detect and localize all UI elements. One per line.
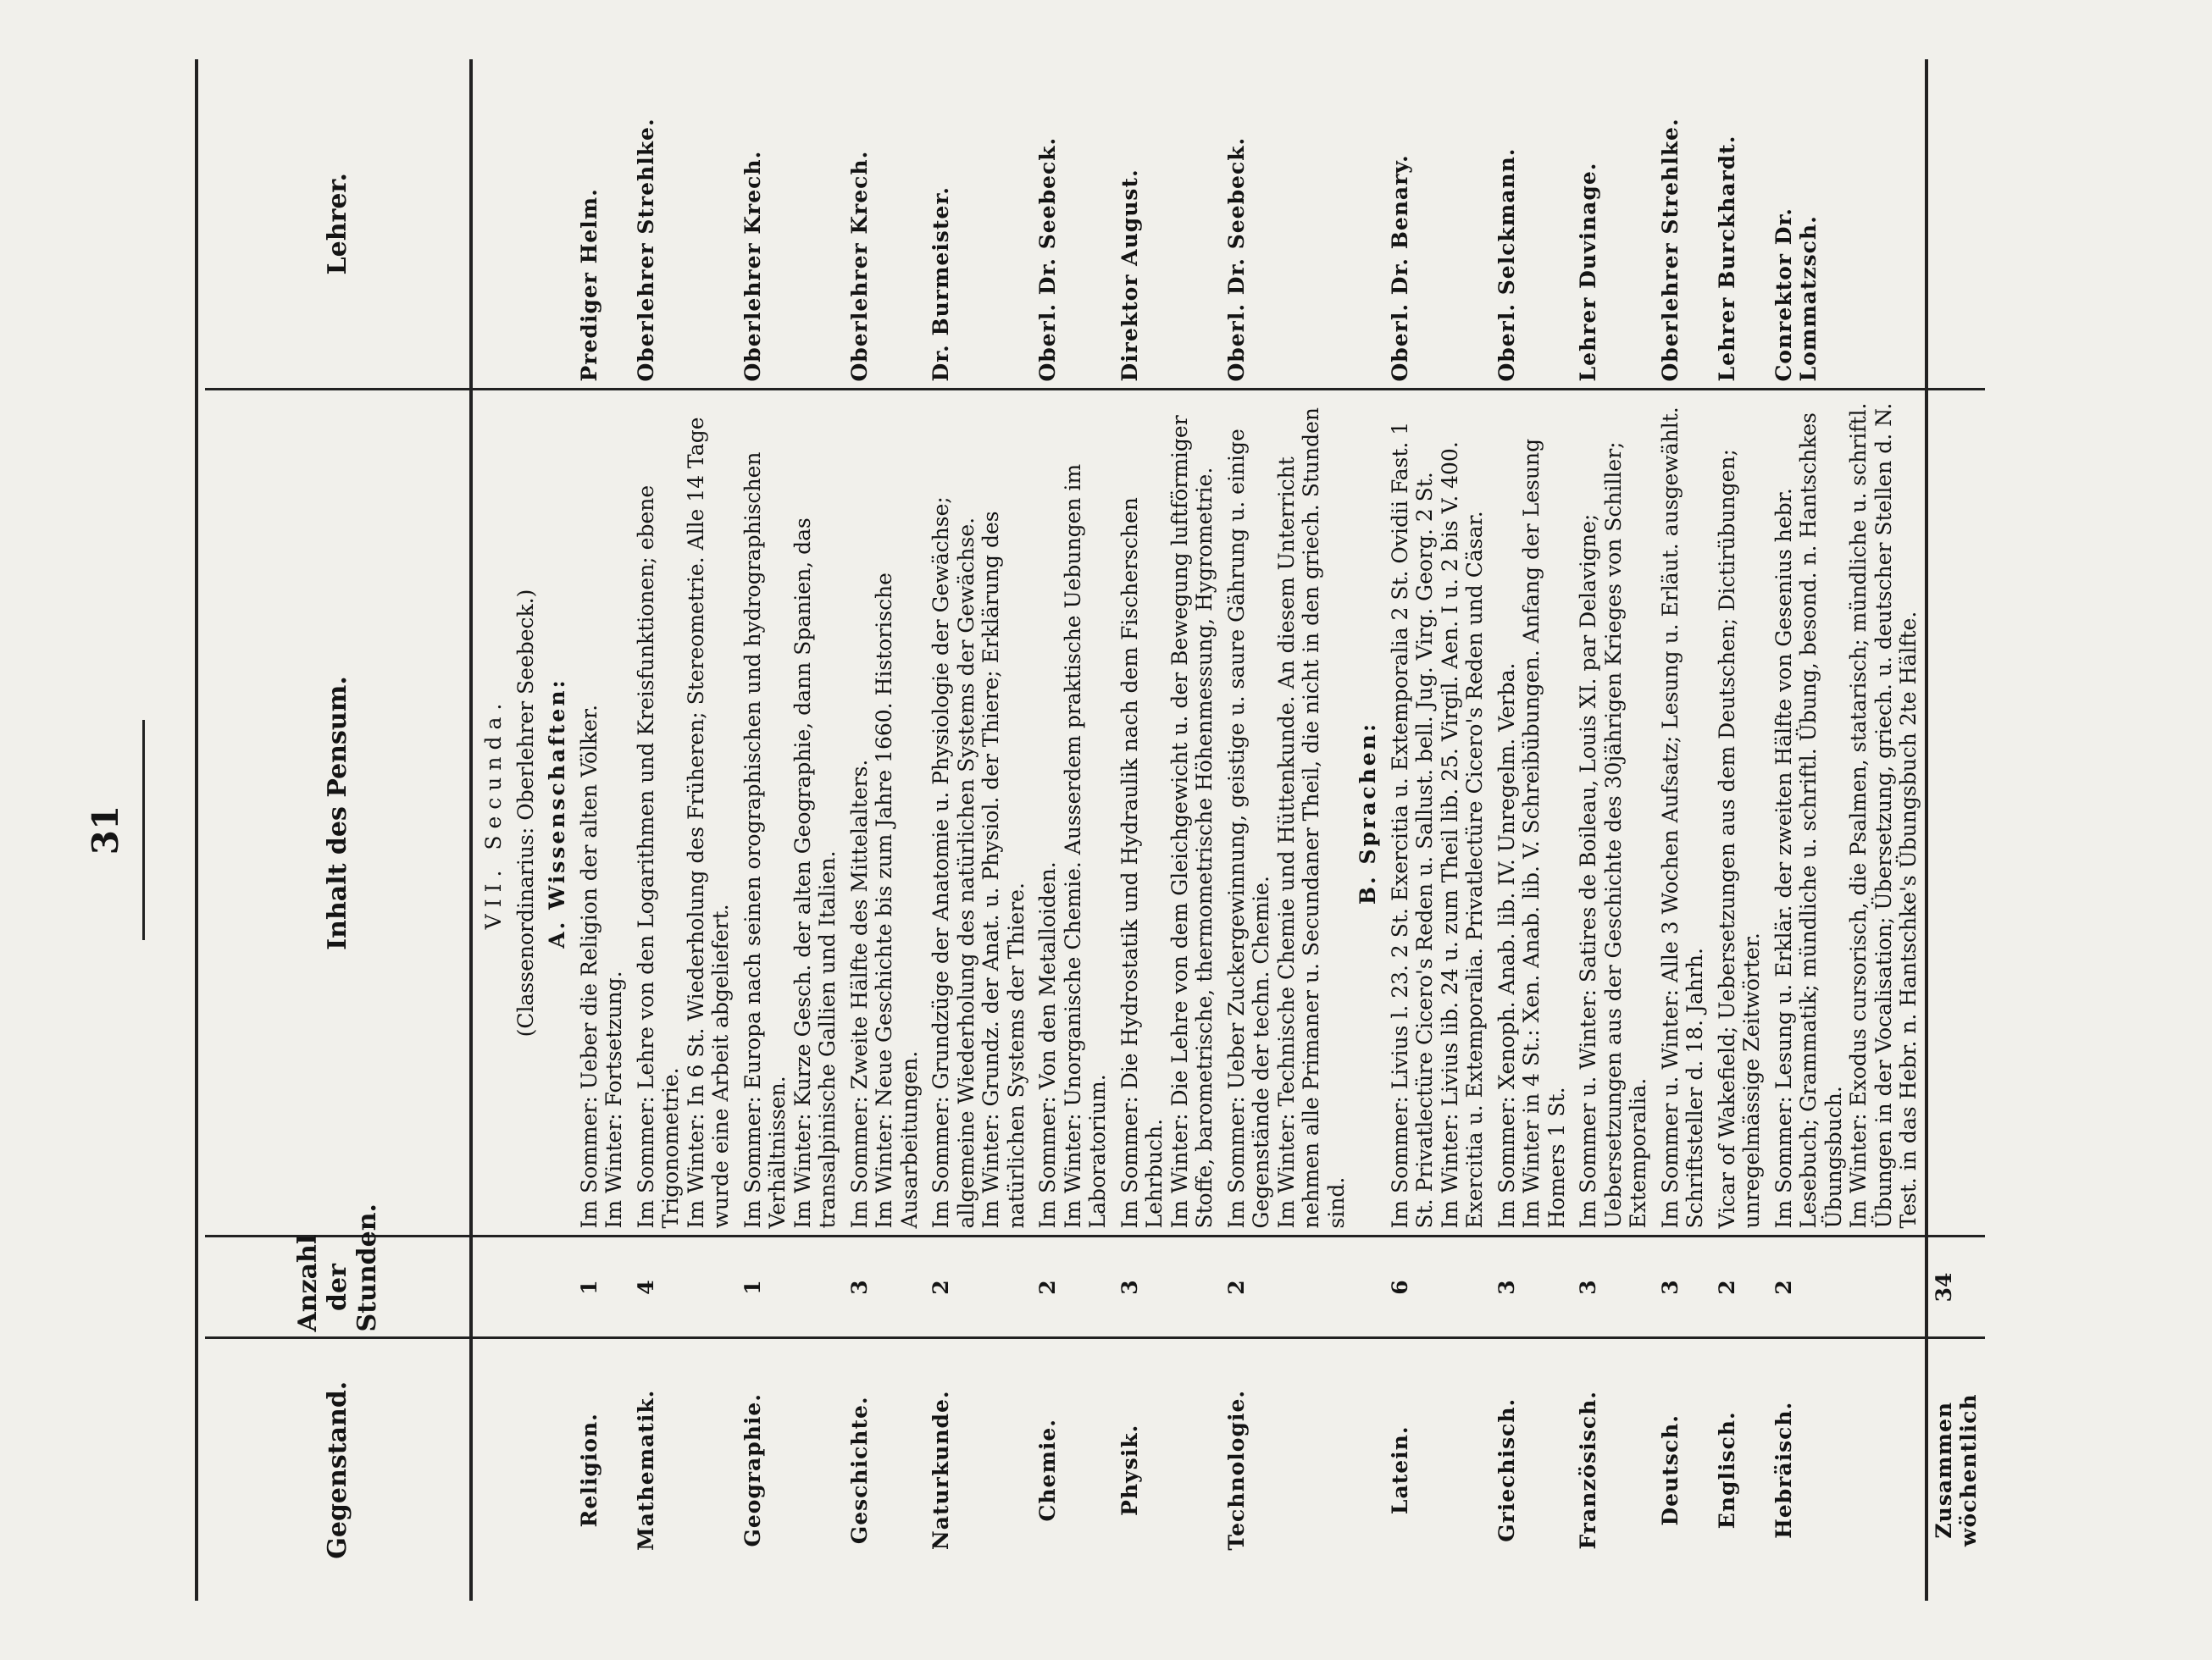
content-cell: [630, 390, 737, 1237]
teacher-cell: Direktor August.: [1114, 59, 1221, 390]
content-entry: Im Sommer: Ueber Zuckergewinnung, geistige u. saure Gährung u. einige Gegenstände der techn. Chemie.: [1223, 429, 1273, 1229]
curriculum-table: [195, 59, 1985, 1601]
subject-cell: Latein.: [1387, 1425, 1412, 1515]
content-entry: Im Winter: In 6 St. Wiederholung des Früheren; Stereometrie. Alle 14 Tage wurde eine Arbeit abgeliefert.: [683, 417, 733, 1229]
content-cell: [1114, 390, 1221, 1237]
teacher-cell: Oberlehrer Krech.: [844, 59, 926, 390]
content-entry: Im Sommer: Ueber die Religion der alten Völker.: [576, 704, 602, 1229]
content-cell: [925, 390, 1032, 1237]
hours-cell: 2: [1711, 1237, 1768, 1338]
content-entry: Im Sommer: Lehre von den Logarithmen und Kreisfunktionen; ebene Trigonometrie.: [633, 484, 683, 1229]
content-entry: Im Winter: Neue Geschichte bis zum Jahre 1660. Historische Ausarbeitungen.: [872, 573, 922, 1229]
part-b-heading: B. Sprachen:: [1352, 390, 1384, 1237]
teacher-cell: Prediger Helm.: [574, 59, 630, 390]
content-entry: Im Sommer u. Winter: Satires de Boileau, Louis XI. par Delavigne; Uebersetzungen aus der Geschichte des 30jährigen Krieges von Schiller; Extemporalia.: [1576, 441, 1650, 1229]
header-subject: Gegenstand.: [205, 1338, 471, 1601]
teacher-cell: Oberlehrer Strehlke.: [1655, 59, 1711, 390]
teacher-cell: Oberl. Selckmann.: [1491, 59, 1573, 390]
content-entry: Im Sommer: Zweite Hälfte des Mittelalters.: [846, 759, 872, 1229]
table-row: [1032, 59, 1114, 1601]
header-hours: Anzahl der Stunden.: [205, 1237, 471, 1338]
teacher-cell: Oberlehrer Strehlke.: [630, 59, 737, 390]
content-cell: [1221, 390, 1353, 1237]
table-row: [1114, 59, 1221, 1601]
content-entry: Im Winter in 4 St.: Xen. Anab. lib. V. Schreibübungen. Anfang der Lesung Homers 1 St.: [1519, 438, 1569, 1229]
teacher-cell: Dr. Burmeister.: [925, 59, 1032, 390]
total-row: [1926, 59, 1985, 1601]
header-row: [205, 59, 471, 1601]
teacher-cell: Oberl. Dr. Seebeck.: [1032, 59, 1114, 390]
table-row: [1572, 59, 1655, 1601]
subject-cell: Hebräisch.: [1771, 1401, 1796, 1539]
hours-cell: 6: [1384, 1237, 1491, 1338]
subject-cell: Englisch.: [1714, 1411, 1739, 1530]
subject-cell: Technologie.: [1223, 1389, 1249, 1551]
hours-cell: 3: [1114, 1237, 1221, 1338]
page-number: 31: [85, 805, 126, 855]
subject-cell: Griechisch.: [1494, 1397, 1519, 1542]
hours-cell: 2: [1768, 1237, 1926, 1338]
table-body: [471, 59, 1926, 1601]
content-entry: Im Sommer: Livius l. 23. 2 St. Exercitia u. Extemporalia 2 St. Ovidii Fast. 1 St. Privatlectüre Cicero's Reden u. Sallust. bell. Jug. Virg. Georg. 2 St.: [1387, 421, 1437, 1229]
subject-cell: Deutsch.: [1657, 1414, 1683, 1526]
part-a-heading: A. Wissenschaften:: [541, 390, 574, 1237]
table-row: [737, 59, 844, 1601]
teacher-cell: Oberlehrer Krech.: [737, 59, 844, 390]
content-cell: [574, 390, 630, 1237]
content-cell: [1768, 390, 1926, 1237]
hours-cell: 4: [630, 1237, 737, 1338]
teacher-cell: Lehrer Burckhardt.: [1711, 59, 1768, 390]
subject-cell: Chemie.: [1035, 1418, 1060, 1522]
content-entry: Im Winter: Technische Chemie und Hüttenkunde. An diesem Unterricht nehmen alle Primaner u. Secundaner Theil, die nicht in den griech. Stunden sind.: [1273, 407, 1349, 1229]
table-row: [1491, 59, 1573, 1601]
table-row: [630, 59, 737, 1601]
hours-cell: 3: [1572, 1237, 1655, 1338]
table-row: [1655, 59, 1711, 1601]
content-entry: Im Winter: Livius lib. 24 u. zum Theil lib. 25. Virgil. Aen. I u. 2 bis V. 400. Exercitia u. Extemporalia. Privatlectüre Cicero's Reden und Cäsar.: [1437, 441, 1487, 1229]
hours-cell: 1: [737, 1237, 844, 1338]
content-cell: [844, 390, 926, 1237]
content-cell: [1572, 390, 1655, 1237]
teacher-cell: Oberl. Dr. Benary.: [1384, 59, 1491, 390]
header-content: Inhalt des Pensum.: [205, 390, 471, 1237]
hours-cell: 2: [925, 1237, 1032, 1338]
section-title-row: [471, 59, 510, 1601]
content-entry: Im Winter: Unorganische Chemie. Ausserdem praktische Uebungen im Laboratorium.: [1060, 463, 1110, 1229]
hours-cell: 3: [1655, 1237, 1711, 1338]
table-row: [1384, 59, 1491, 1601]
content-entry: Vicar of Wakefield; Uebersetzungen aus dem Deutschen; Dictirübungen; unregelmässige Zeitwörter.: [1714, 449, 1764, 1229]
hours-cell: 1: [574, 1237, 630, 1338]
subject-cell: Französisch.: [1576, 1391, 1600, 1550]
total-label: Zusammen wöchentlich: [1926, 1338, 1985, 1601]
content-entry: Im Winter: Fortsetzung.: [602, 971, 626, 1229]
table-row: [1221, 59, 1353, 1601]
content-entry: Im Sommer u. Winter: Alle 3 Wochen Aufsatz; Lesung u. Erläut. ausgewählt. Schriftsteller d. 18. Jahrh.: [1657, 407, 1707, 1229]
subject-cell: Naturkunde.: [929, 1390, 953, 1551]
hours-cell: 2: [1221, 1237, 1353, 1338]
page-number-rule: [142, 720, 145, 940]
content-cell: [1711, 390, 1768, 1237]
table-row: [844, 59, 926, 1601]
hours-cell: 2: [1032, 1237, 1114, 1338]
header-teacher: Lehrer.: [205, 59, 471, 390]
subject-cell: Religion.: [576, 1413, 602, 1528]
teacher-cell: Oberl. Dr. Seebeck.: [1221, 59, 1353, 390]
section-title: VII. Secunda.: [471, 390, 510, 1237]
content-cell: [1491, 390, 1573, 1237]
content-entry: Im Winter: Die Lehre von dem Gleichgewicht u. der Bewegung luftförmiger Stoffe, barometrische, thermometrische Höhenmessung, Hygrometrie.: [1167, 415, 1217, 1229]
subject-cell: Mathematik.: [633, 1389, 658, 1551]
teacher-cell: Lehrer Duvinage.: [1572, 59, 1655, 390]
content-entry: Im Sommer: Von den Metalloiden.: [1035, 861, 1060, 1229]
table-row: [1711, 59, 1768, 1601]
content-entry: Im Sommer: Lesung u. Erklär. der zweiten Hälfte von Gesenius hebr. Lesebuch; Grammatik; mündliche u. schriftl. Übung, besond. n. Hantschkes Übungsbuch.: [1771, 412, 1846, 1229]
table-top-rule: [197, 59, 205, 1601]
content-entry: Im Sommer: Europa nach seinen orographischen und hydrographischen Verhältnissen.: [740, 451, 790, 1229]
table-row: [574, 59, 630, 1601]
content-entry: Im Sommer: Die Hydrostatik und Hydraulik nach dem Fischerschen Lehrbuch.: [1117, 497, 1167, 1229]
content-entry: Im Winter: Exodus cursorisch, die Psalmen, statarisch; mündliche u. schriftl. Übungen in der Vocalisation; Übersetzung, griech. u. deutscher Stellen d. N. Test. in das Hebr. n. Hantschke's Übungsbuch 2te Hälfte.: [1846, 402, 1921, 1229]
subject-cell: Geschichte.: [846, 1396, 872, 1545]
content-cell: [1655, 390, 1711, 1237]
total-hours: 34: [1926, 1237, 1985, 1338]
table-row: [1768, 59, 1926, 1601]
hours-cell: 3: [1491, 1237, 1573, 1338]
content-cell: [1384, 390, 1491, 1237]
part-b-row: [1352, 59, 1384, 1601]
content-entry: Im Sommer: Grundzüge der Anatomie u. Physiologie der Gewächse; allgemeine Wiederholung des natürlichen Systems der Gewächse.: [929, 496, 978, 1229]
teacher-cell: Conrektor Dr. Lommatzsch.: [1768, 59, 1926, 390]
table-row: [925, 59, 1032, 1601]
content-entry: Im Winter: Kurze Gesch. der alten Geographie, dann Spanien, das transalpinische Gallien und Italien.: [790, 517, 840, 1229]
content-cell: [1032, 390, 1114, 1237]
part-a-row: [541, 59, 574, 1601]
subject-cell: Geographie.: [740, 1392, 765, 1547]
content-cell: [737, 390, 844, 1237]
section-subtitle: (Classenordinarius: Oberlehrer Seebeck.): [510, 390, 542, 1237]
section-subtitle-row: [510, 59, 542, 1601]
content-entry: Im Winter: Grundz. der Anat. u. Physiol. der Thiere; Erklärung des natürlichen Systems der Thiere.: [978, 511, 1028, 1229]
subject-cell: Physik.: [1117, 1424, 1142, 1516]
content-entry: Im Sommer: Xenoph. Anab. lib. IV. Unregelm. Verba.: [1494, 662, 1519, 1229]
hours-cell: 3: [844, 1237, 926, 1338]
